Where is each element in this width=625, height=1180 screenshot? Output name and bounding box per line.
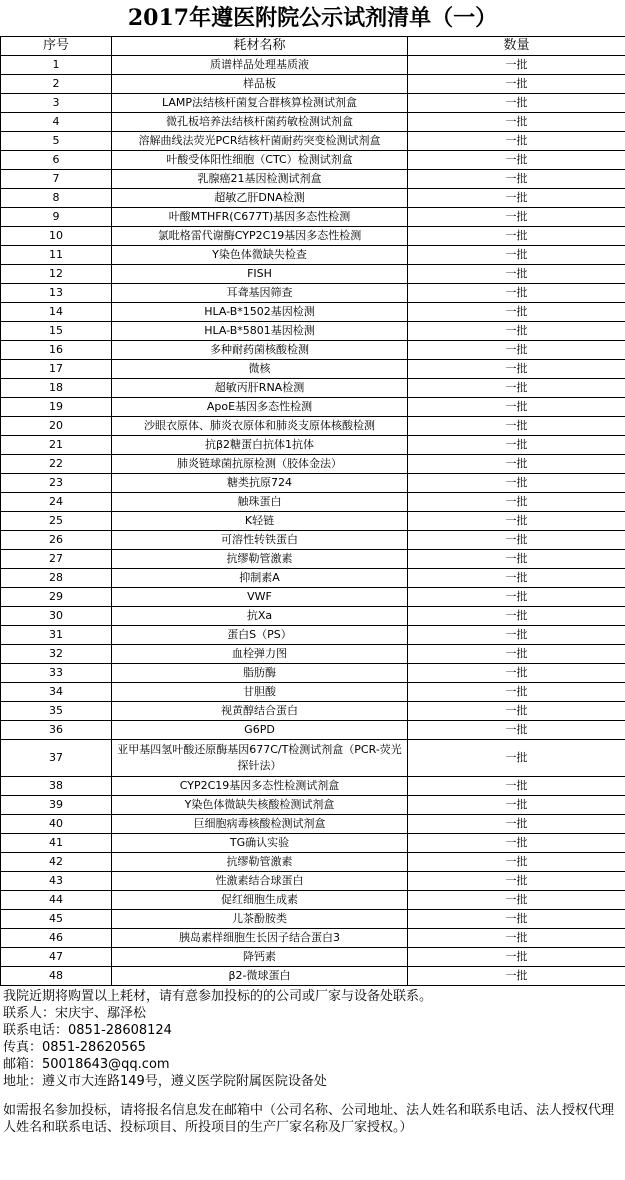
cell-index: 30 [1,607,112,626]
cell-index: 29 [1,588,112,607]
cell-index: 5 [1,132,112,151]
contact-person: 联系人：宋庆宇、鄢泽松 [3,1006,147,1021]
cell-name: 耳聋基因筛查 [112,284,408,303]
header-qty: 数量 [408,37,625,56]
table-row [1,626,625,645]
cell-index: 26 [1,531,112,550]
cell-qty: 一批 [408,645,625,664]
cell-index: 2 [1,75,112,94]
cell-index: 36 [1,721,112,740]
table-row [1,740,625,777]
cell-qty: 一批 [408,891,625,910]
table-row [1,398,625,417]
cell-index: 10 [1,227,112,246]
table-row [1,208,625,227]
cell-qty: 一批 [408,56,625,75]
cell-qty: 一批 [408,436,625,455]
cell-name: ApoE基因多态性检测 [112,398,408,417]
cell-index: 34 [1,683,112,702]
cell-index: 41 [1,834,112,853]
table-row [1,891,625,910]
table-row [1,777,625,796]
cell-index: 12 [1,265,112,284]
cell-name: 乳腺癌21基因检测试剂盒 [112,170,408,189]
contact-fax: 传真：0851-28620565 [3,1040,146,1055]
table-row [1,815,625,834]
table-row [1,929,625,948]
cell-name: 微核 [112,360,408,379]
cell-qty: 一批 [408,493,625,512]
table-row [1,132,625,151]
cell-name: 视黄醇结合蛋白 [112,702,408,721]
table-row [1,474,625,493]
table-row [1,360,625,379]
table-row [1,113,625,132]
cell-index: 15 [1,322,112,341]
table-row [1,531,625,550]
cell-name: 亚甲基四氢叶酸还原酶基因677C/T检测试剂盒（PCR-荧光探针法） [112,740,408,777]
cell-qty: 一批 [408,455,625,474]
table-row [1,550,625,569]
cell-index: 18 [1,379,112,398]
table-row [1,417,625,436]
table-row [1,588,625,607]
cell-name: 促红细胞生成素 [112,891,408,910]
cell-name: β2-微球蛋白 [112,967,408,986]
table-row [1,436,625,455]
cell-qty: 一批 [408,721,625,740]
cell-name: 可溶性转铁蛋白 [112,531,408,550]
cell-index: 48 [1,967,112,986]
cell-index: 23 [1,474,112,493]
table-row [1,721,625,740]
table-row [1,493,625,512]
contact-phone: 联系电话：0851-28608124 [3,1023,172,1038]
cell-qty: 一批 [408,853,625,872]
contact-address: 地址：遵义市大连路149号，遵义医学院附属医院设备处 [3,1074,327,1089]
cell-index: 43 [1,872,112,891]
cell-name: 质谱样品处理基质液 [112,56,408,75]
page-title: 2017年遵医附院公示试剂清单（一） [127,5,498,31]
cell-name: 抑制素A [112,569,408,588]
table-row [1,455,625,474]
cell-name: 氯吡格雷代谢酶CYP2C19基因多态性检测 [112,227,408,246]
cell-name: 肺炎链球菌抗原检测（胶体金法） [112,455,408,474]
table-row [1,645,625,664]
cell-index: 38 [1,777,112,796]
cell-index: 13 [1,284,112,303]
cell-name: Y染色体微缺失检查 [112,246,408,265]
cell-qty: 一批 [408,341,625,360]
table-row [1,265,625,284]
cell-index: 4 [1,113,112,132]
cell-index: 27 [1,550,112,569]
cell-index: 45 [1,910,112,929]
cell-qty: 一批 [408,189,625,208]
cell-name: 糖类抗原724 [112,474,408,493]
cell-qty: 一批 [408,512,625,531]
cell-name: 胰岛素样细胞生长因子结合蛋白3 [112,929,408,948]
cell-qty: 一批 [408,474,625,493]
cell-name: 超敏丙肝RNA检测 [112,379,408,398]
cell-qty: 一批 [408,75,625,94]
cell-name: 性激素结合球蛋白 [112,872,408,891]
cell-qty: 一批 [408,815,625,834]
reagent-table [0,36,625,986]
cell-qty: 一批 [408,796,625,815]
cell-qty: 一批 [408,702,625,721]
table-row [1,607,625,626]
cell-qty: 一批 [408,113,625,132]
cell-name: 巨细胞病毒核酸检测试剂盒 [112,815,408,834]
cell-index: 6 [1,151,112,170]
cell-qty: 一批 [408,948,625,967]
cell-index: 9 [1,208,112,227]
cell-index: 39 [1,796,112,815]
cell-name: 抗β2糖蛋白抗体1抗体 [112,436,408,455]
cell-qty: 一批 [408,303,625,322]
cell-index: 16 [1,341,112,360]
cell-qty: 一批 [408,398,625,417]
cell-qty: 一批 [408,872,625,891]
table-row [1,910,625,929]
cell-index: 3 [1,94,112,113]
cell-qty: 一批 [408,664,625,683]
table-row [1,834,625,853]
table-row [1,872,625,891]
cell-index: 32 [1,645,112,664]
cell-qty: 一批 [408,322,625,341]
table-row [1,512,625,531]
cell-index: 28 [1,569,112,588]
table-row [1,379,625,398]
cell-qty: 一批 [408,246,625,265]
cell-qty: 一批 [408,588,625,607]
cell-name: 超敏乙肝DNA检测 [112,189,408,208]
header-index: 序号 [1,37,112,56]
cell-index: 35 [1,702,112,721]
cell-name: 蛋白S（PS） [112,626,408,645]
header-name: 耗材名称 [112,37,408,56]
cell-name: FISH [112,265,408,284]
cell-index: 31 [1,626,112,645]
table-row [1,341,625,360]
cell-qty: 一批 [408,740,625,777]
table-row [1,683,625,702]
intro-text: 我院近期将购置以上耗材，请有意参加投标的的公司或厂家与设备处联系。 [3,989,433,1004]
cell-name: TG确认实验 [112,834,408,853]
cell-name: HLA-B*5801基因检测 [112,322,408,341]
cell-name: 抗缪勒管激素 [112,853,408,872]
cell-qty: 一批 [408,208,625,227]
cell-name: 甘胆酸 [112,683,408,702]
table-row [1,151,625,170]
cell-qty: 一批 [408,284,625,303]
cell-index: 37 [1,740,112,777]
cell-index: 44 [1,891,112,910]
table-row [1,967,625,986]
cell-name: 触珠蛋白 [112,493,408,512]
cell-qty: 一批 [408,132,625,151]
cell-index: 8 [1,189,112,208]
table-row [1,303,625,322]
cell-name: 叶酸MTHFR(C677T)基因多态性检测 [112,208,408,227]
cell-name: VWF [112,588,408,607]
cell-name: G6PD [112,721,408,740]
cell-index: 21 [1,436,112,455]
cell-qty: 一批 [408,550,625,569]
cell-qty: 一批 [408,929,625,948]
cell-name: CYP2C19基因多态性检测试剂盒 [112,777,408,796]
table-row [1,227,625,246]
cell-qty: 一批 [408,227,625,246]
cell-name: 样品板 [112,75,408,94]
cell-index: 19 [1,398,112,417]
cell-qty: 一批 [408,910,625,929]
registration-notice: 如需报名参加投标，请将报名信息发在邮箱中（公司名称、公司地址、法人姓名和联系电话、法人授权代理人姓名和联系电话、投标项目、所投项目的生产厂家名称及厂家授权。） [3,1103,615,1135]
cell-name: 降钙素 [112,948,408,967]
cell-name: 脂肪酶 [112,664,408,683]
cell-name: Y染色体微缺失核酸检测试剂盒 [112,796,408,815]
cell-index: 40 [1,815,112,834]
cell-name: 溶解曲线法荧光PCR结核杆菌耐药突变检测试剂盒 [112,132,408,151]
table-row [1,853,625,872]
cell-name: 抗缪勒管激素 [112,550,408,569]
cell-index: 17 [1,360,112,379]
table-row [1,75,625,94]
table-row [1,664,625,683]
cell-qty: 一批 [408,607,625,626]
cell-index: 24 [1,493,112,512]
cell-index: 1 [1,56,112,75]
table-row [1,189,625,208]
cell-index: 22 [1,455,112,474]
cell-qty: 一批 [408,531,625,550]
cell-qty: 一批 [408,360,625,379]
cell-name: 叶酸受体阳性细胞（CTC）检测试剂盒 [112,151,408,170]
table-row [1,569,625,588]
cell-qty: 一批 [408,626,625,645]
cell-index: 46 [1,929,112,948]
cell-qty: 一批 [408,683,625,702]
table-row [1,246,625,265]
table-header-row [1,37,625,56]
cell-index: 20 [1,417,112,436]
cell-index: 42 [1,853,112,872]
cell-name: 多种耐药菌核酸检测 [112,341,408,360]
cell-qty: 一批 [408,967,625,986]
cell-name: LAMP法结核杆菌复合群核算检测试剂盒 [112,94,408,113]
cell-index: 7 [1,170,112,189]
table-row [1,702,625,721]
cell-name: 抗Xa [112,607,408,626]
table-row [1,284,625,303]
cell-name: 沙眼衣原体、肺炎衣原体和肺炎支原体核酸检测 [112,417,408,436]
cell-index: 47 [1,948,112,967]
contact-email: 邮箱：50018643@qq.com [3,1057,170,1072]
cell-name: 血栓弹力图 [112,645,408,664]
cell-qty: 一批 [408,265,625,284]
cell-qty: 一批 [408,834,625,853]
cell-index: 11 [1,246,112,265]
cell-qty: 一批 [408,569,625,588]
table-row [1,94,625,113]
cell-name: 儿茶酚胺类 [112,910,408,929]
cell-qty: 一批 [408,94,625,113]
table-row [1,796,625,815]
table-row [1,56,625,75]
table-row [1,322,625,341]
cell-qty: 一批 [408,417,625,436]
cell-qty: 一批 [408,170,625,189]
cell-name: K轻链 [112,512,408,531]
cell-qty: 一批 [408,379,625,398]
cell-index: 14 [1,303,112,322]
cell-name: HLA-B*1502基因检测 [112,303,408,322]
cell-index: 25 [1,512,112,531]
cell-qty: 一批 [408,777,625,796]
contact-notes [0,986,625,1092]
cell-qty: 一批 [408,151,625,170]
table-row [1,170,625,189]
table-row [1,948,625,967]
cell-index: 33 [1,664,112,683]
cell-name: 微孔板培养法结核杆菌药敏检测试剂盒 [112,113,408,132]
